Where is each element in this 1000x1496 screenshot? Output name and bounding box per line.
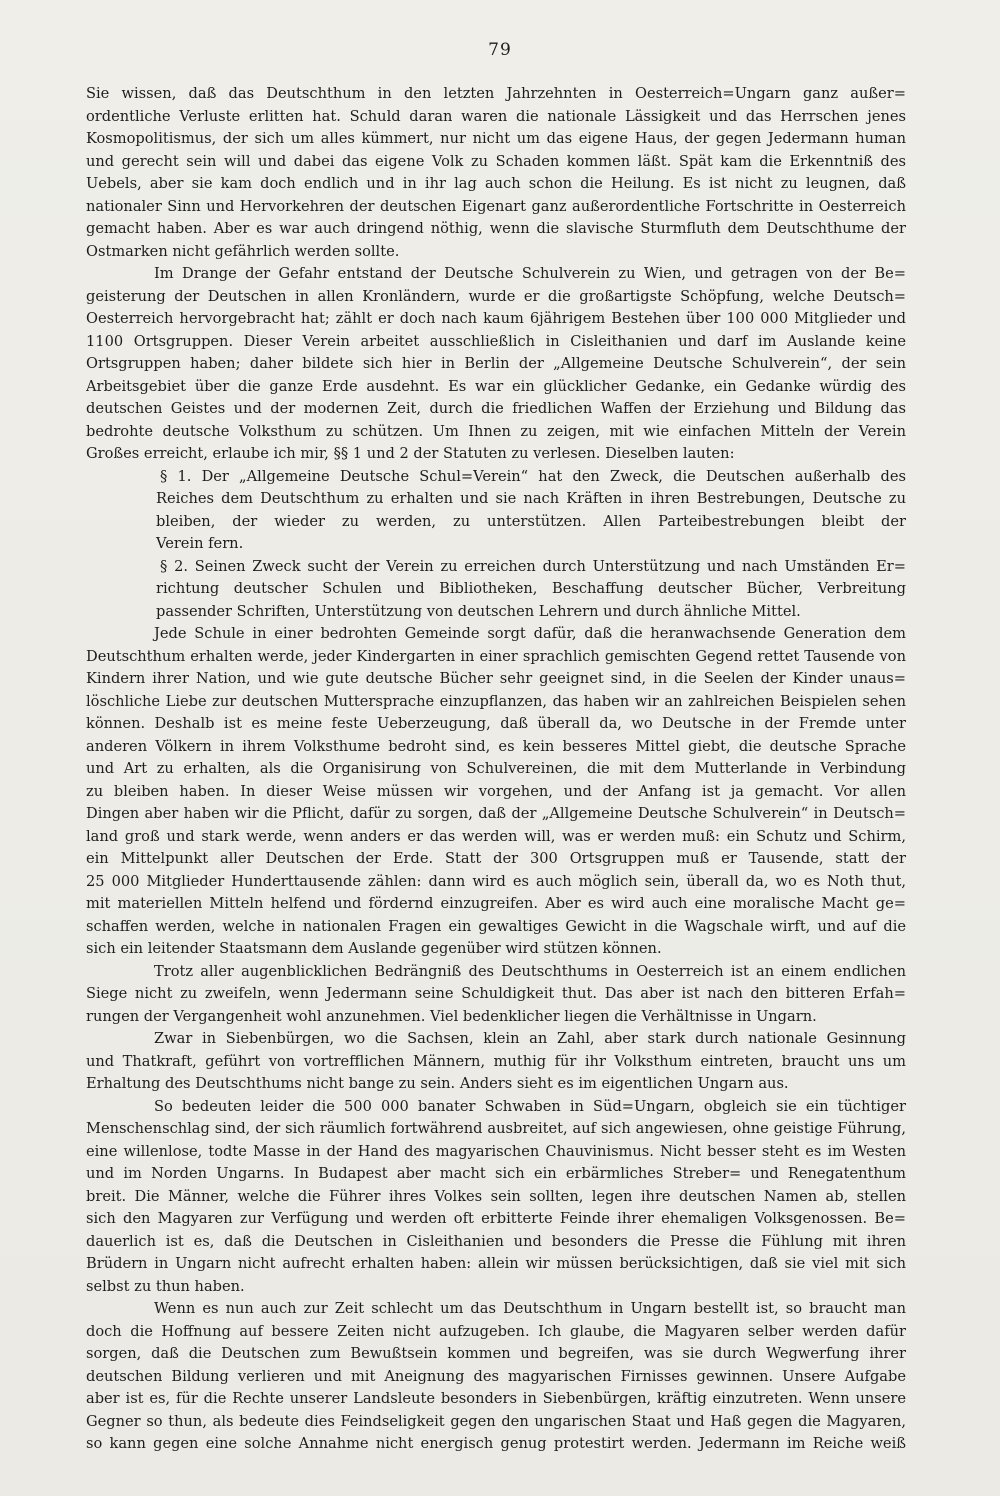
- body-text: [86, 83, 906, 1456]
- text-line: Brüdern in Ungarn nicht aufrecht erhalten haben: allein wir müssen berücksichtigen, daß sie viel mit sich: [86, 1255, 906, 1272]
- text-line: anderen Völkern in ihrem Volksthume bedroht sind, es kein besseres Mittel giebt, die deutsche Sprache: [86, 737, 906, 755]
- text-line: Ostmarken nicht gefährlich werden sollte.: [86, 242, 400, 260]
- text-line: 1100 Ortsgruppen. Dieser Verein arbeitet ausschließlich in Cisleithanien und darf im Auslande keine: [86, 332, 906, 350]
- text-line: selbst zu thun haben.: [86, 1277, 245, 1295]
- text-line: löschliche Liebe zur deutschen Muttersprache einzupflanzen, das haben wir an zahlreichen Beispielen sehen: [86, 692, 906, 710]
- text-line: nationaler Sinn und Hervorkehren der deutschen Eigenart ganz außerordentliche Fortschritte in Oesterreich: [86, 197, 906, 215]
- text-line: land groß und stark werde, wenn anders er das werden will, was er werden muß: ein Schutz und Schirm,: [86, 827, 906, 845]
- page-number: 79: [488, 40, 512, 60]
- text-line: Menschenschlag sind, der sich räumlich fortwährend ausbreitet, auf sich angewiesen, ohne geistige Führung,: [86, 1120, 906, 1137]
- text-line: Zwar in Siebenbürgen, wo die Sachsen, klein an Zahl, aber stark durch nationale Gesinnung: [154, 1030, 906, 1047]
- text-line: Wenn es nun auch zur Zeit schlecht um das Deutschthum in Ungarn bestellt ist, so braucht man: [154, 1300, 906, 1317]
- text-line: richtung deutscher Schulen und Bibliotheken, Beschaffung deutscher Bücher, Verbreitung: [156, 580, 906, 597]
- text-line: deutschen Geistes und der modernen Zeit, durch die friedlichen Waffen der Erziehung und Bildung das: [86, 400, 906, 417]
- text-line: Kindern ihrer Nation, und wie gute deutsche Bücher sehr geeignet sind, in die Seelen der Kinder unaus=: [86, 670, 906, 687]
- text-line: ordentliche Verluste erlitten hat. Schuld daran waren die nationale Lässigkeit und das Herrschen jenes: [86, 107, 906, 125]
- text-line: § 1. Der „Allgemeine Deutsche Schul=Verein“ hat den Zweck, die Deutschen außerhalb des: [160, 467, 906, 485]
- text-line: § 2. Seinen Zweck sucht der Verein zu erreichen durch Unterstützung und nach Umständen Er=: [160, 557, 906, 575]
- text-line: Trotz aller augenblicklichen Bedrängniß des Deutschthums in Oesterreich ist an einem endlichen: [154, 962, 906, 980]
- text-line: Arbeitsgebiet über die ganze Erde ausdehnt. Es war ein glücklicher Gedanke, ein Gedanke würdig des: [86, 377, 906, 395]
- text-line: bleiben, der wieder zu werden, zu unterstützen. Allen Parteibestrebungen bleibt der: [156, 512, 906, 530]
- text-line: und im Norden Ungarns. In Budapest aber macht sich ein erbärmliches Streber= und Renegatenthum: [86, 1165, 906, 1182]
- text-line: Im Drange der Gefahr entstand der Deutsche Schulverein zu Wien, und getragen von der Be=: [154, 265, 906, 282]
- text-line: und gerecht sein will und dabei das eigene Volk zu Schaden kommen läßt. Spät kam die Erkenntniß des: [86, 152, 906, 170]
- text-line: zu bleiben haben. In dieser Weise müssen wir vorgehen, und der Anfang ist ja gemacht. Vor allen: [86, 782, 906, 800]
- text-line: mit materiellen Mitteln helfend und fördernd einzugreifen. Aber es wird auch eine moralische Macht ge=: [86, 895, 906, 912]
- text-line: Reiches dem Deutschthum zu erhalten und sie nach Kräften in ihren Bestrebungen, Deutsche zu: [156, 490, 906, 507]
- text-line: passender Schriften, Unterstützung von deutschen Lehrern und durch ähnliche Mittel.: [156, 602, 801, 620]
- text-line: rungen der Vergangenheit wohl anzunehmen. Viel bedenklicher liegen die Verhältnisse in Ungarn.: [86, 1007, 817, 1025]
- text-line: ein Mittelpunkt aller Deutschen der Erde. Statt der 300 Ortsgruppen muß er Tausende, statt der: [86, 850, 906, 867]
- text-line: Erhaltung des Deutschthums nicht bange zu sein. Anders sieht es im eigentlichen Ungarn aus.: [86, 1075, 789, 1092]
- text-line: so kann gegen eine solche Annahme nicht energisch genug protestirt werden. Jedermann im Reiche weiß: [86, 1435, 906, 1452]
- text-line: Oesterreich hervorgebracht hat; zählt er doch nach kaum 6jährigem Bestehen über 100 000 Mitglieder und: [86, 310, 906, 327]
- text-line: Verein fern.: [156, 535, 244, 552]
- text-line: Siege nicht zu zweifeln, wenn Jedermann seine Schuldigkeit thut. Das aber ist nach den bitteren Erfah=: [86, 985, 906, 1002]
- text-line: aber ist es, für die Rechte unserer Landsleute besonders in Siebenbürgen, kräftig einzutreten. Wenn unsere: [86, 1390, 906, 1407]
- text-line: breit. Die Männer, welche die Führer ihres Volkes sein sollten, legen ihre deutschen Namen ab, stellen: [86, 1187, 906, 1205]
- text-line: sich den Magyaren zur Verfügung und werden oft erbitterte Feinde ihrer ehemaligen Volksgenossen. Be=: [86, 1210, 906, 1227]
- text-line: Dingen aber haben wir die Pflicht, dafür zu sorgen, daß der „Allgemeine Deutsche Schulverein“ in Deutsch=: [86, 805, 906, 822]
- text-line: Uebels, aber sie kam doch endlich und in ihr lag auch schon die Heilung. Es ist nicht zu leugnen, daß: [86, 175, 906, 192]
- text-line: dauerlich ist es, daß die Deutschen in Cisleithanien und besonders die Presse die Fühlung mit ihren: [86, 1232, 906, 1250]
- text-line: Sie wissen, daß das Deutschthum in den letzten Jahrzehnten in Oesterreich=Ungarn ganz außer=: [86, 85, 906, 102]
- text-line: und Art zu erhalten, als die Organisirung von Schulvereinen, die mit dem Mutterlande in Verbindung: [86, 760, 906, 777]
- text-line: deutschen Bildung verlieren und mit Aneignung des magyarischen Firnisses gewinnen. Unsere Aufgabe: [86, 1367, 906, 1385]
- text-line: doch die Hoffnung auf bessere Zeiten nicht aufzugeben. Ich glaube, die Magyaren selber werden dafür: [86, 1322, 906, 1340]
- text-line: Deutschthum erhalten werde, jeder Kindergarten in einer sprachlich gemischten Gegend rettet Tausende von: [86, 647, 906, 665]
- text-line: geisterung der Deutschen in allen Kronländern, wurde er die großartigste Schöpfung, welche Deutsch=: [86, 287, 906, 305]
- text-line: gemacht haben. Aber es war auch dringend nöthig, wenn die slavische Sturmfluth dem Deutschthume der: [86, 220, 906, 237]
- text-line: schaffen werden, welche in nationalen Fragen ein gewaltiges Gewicht in die Wagschale wirft, und auf die: [86, 917, 906, 935]
- text-line: sorgen, daß die Deutschen zum Bewußtsein kommen und begreifen, was sie durch Wegwerfung ihrer: [86, 1345, 906, 1362]
- text-line: Gegner so thun, als bedeute dies Feindseligkeit gegen den ungarischen Staat und Haß gegen die Magyaren,: [86, 1412, 906, 1430]
- text-line: sich ein leitender Staatsmann dem Auslande gegenüber wird stützen können.: [86, 940, 662, 957]
- text-line: Kosmopolitismus, der sich um alles kümmert, nur nicht um das eigene Haus, der gegen Jedermann human: [86, 130, 906, 147]
- text-line: eine willenlose, todte Masse in der Hand des magyarischen Chauvinismus. Nicht besser steht es im Westen: [86, 1142, 906, 1160]
- text-line: So bedeuten leider die 500 000 banater Schwaben in Süd=Ungarn, obgleich sie ein tüchtiger: [154, 1097, 906, 1115]
- text-line: Jede Schule in einer bedrohten Gemeinde sorgt dafür, daß die heranwachsende Generation dem: [154, 625, 906, 642]
- text-line: können. Deshalb ist es meine feste Ueberzeugung, daß überall da, wo Deutsche in der Fremde unter: [86, 715, 906, 732]
- text-line: Ortsgruppen haben; daher bildete sich hier in Berlin der „Allgemeine Deutsche Schulverein“, der sein: [86, 355, 906, 372]
- text-line: 25 000 Mitglieder Hunderttausende zählen: dann wird es auch möglich sein, überall da, wo es Noth thut,: [86, 872, 906, 890]
- text-line: und Thatkraft, geführt von vortrefflichen Männern, muthig für ihr Volksthum eintreten, braucht uns um: [86, 1052, 906, 1070]
- text-line: Großes erreicht, erlaube ich mir, §§ 1 und 2 der Statuten zu verlesen. Dieselben lauten:: [86, 445, 735, 462]
- text-line: bedrohte deutsche Volksthum zu schützen. Um Ihnen zu zeigen, mit wie einfachen Mitteln der Verein: [86, 422, 906, 440]
